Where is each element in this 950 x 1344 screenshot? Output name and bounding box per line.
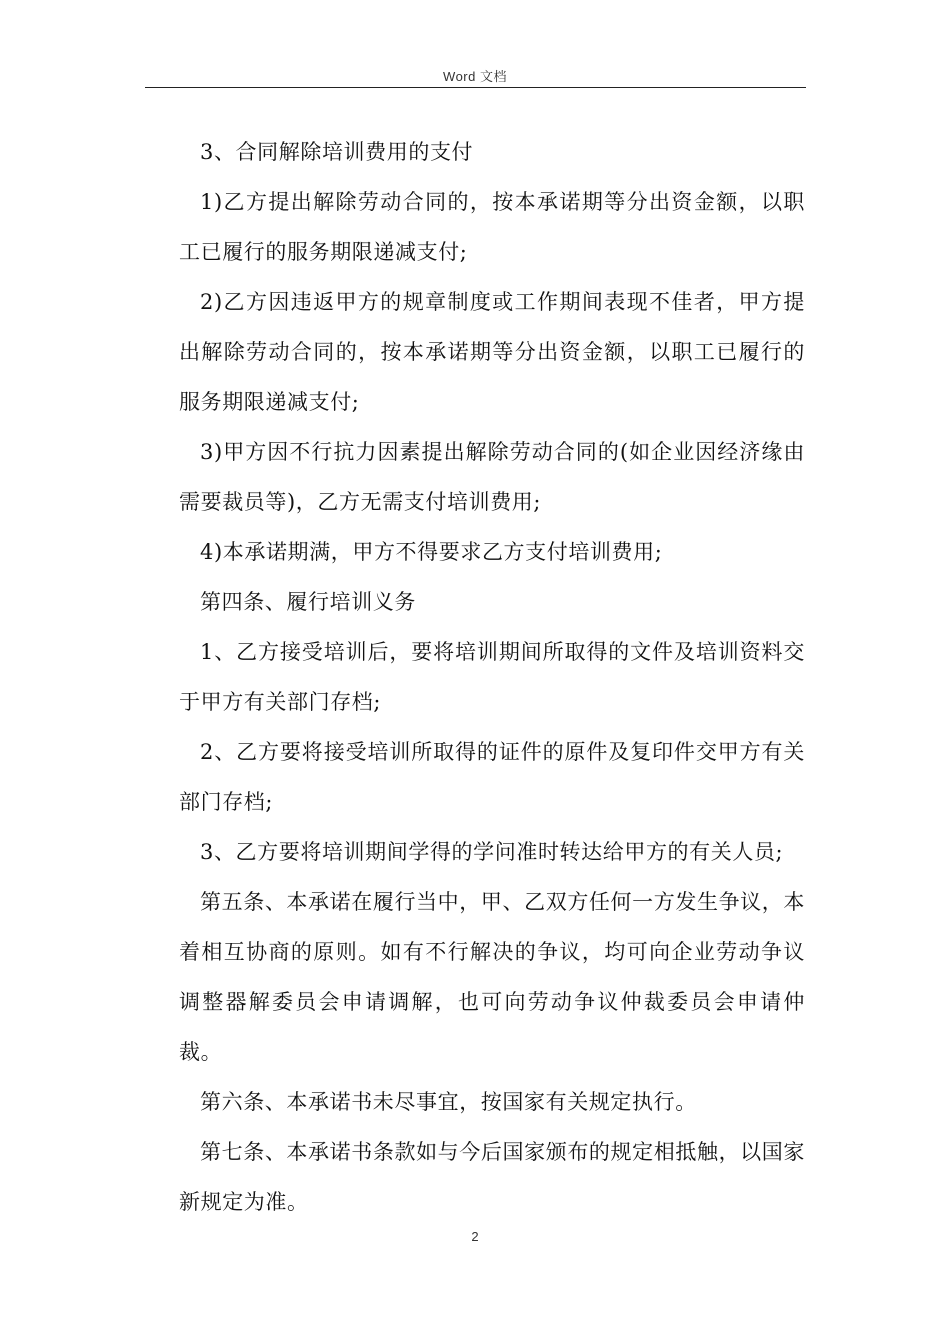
paragraph-section-heading: 3、合同解除培训费用的支付 xyxy=(200,140,474,164)
header-divider xyxy=(145,87,806,88)
article-paragraph: 第五条、本承诺在履行当中，甲、乙双方任何一方发生争议，本着相互协商的原则。如有不行解决的争议，均可向企业劳动争议调整器解委员会申请调解，也可向劳动争议仲裁委员会申请仲裁。 xyxy=(179,890,805,1064)
article-paragraph: 第七条、本承诺书条款如与今后国家颁布的规定相抵触，以国家新规定为准。 xyxy=(179,1140,805,1214)
paragraph-item: 1、乙方接受培训后，要将培训期间所取得的文件及培训资料交于甲方有关部门存档; xyxy=(179,640,805,714)
paragraph-item: 3)甲方因不行抗力因素提出解除劳动合同的(如企业因经济缘由需要裁员等)，乙方无需支付培训费用; xyxy=(179,440,805,514)
paragraph-item: 3、乙方要将培训期间学得的学问准时转达给甲方的有关人员; xyxy=(200,840,784,864)
page-number: 2 xyxy=(471,1229,479,1244)
article-paragraph: 第六条、本承诺书未尽事宜，按国家有关规定执行。 xyxy=(200,1090,697,1114)
paragraph-item: 2、乙方要将接受培训所取得的证件的原件及复印件交甲方有关部门存档; xyxy=(179,740,805,814)
paragraph-item: 2)乙方因违返甲方的规章制度或工作期间表现不佳者，甲方提出解除劳动合同的，按本承诺期等分出资金额，以职工已履行的服务期限递减支付; xyxy=(179,290,805,414)
article-heading: 第四条、履行培训义务 xyxy=(200,590,416,614)
paragraph-item: 1)乙方提出解除劳动合同的，按本承诺期等分出资金额，以职工已履行的服务期限递减支付; xyxy=(179,190,805,264)
paragraph-item: 4)本承诺期满，甲方不得要求乙方支付培训费用; xyxy=(200,540,663,564)
page-header: Word 文档 xyxy=(443,69,507,84)
document-body xyxy=(179,127,805,1227)
